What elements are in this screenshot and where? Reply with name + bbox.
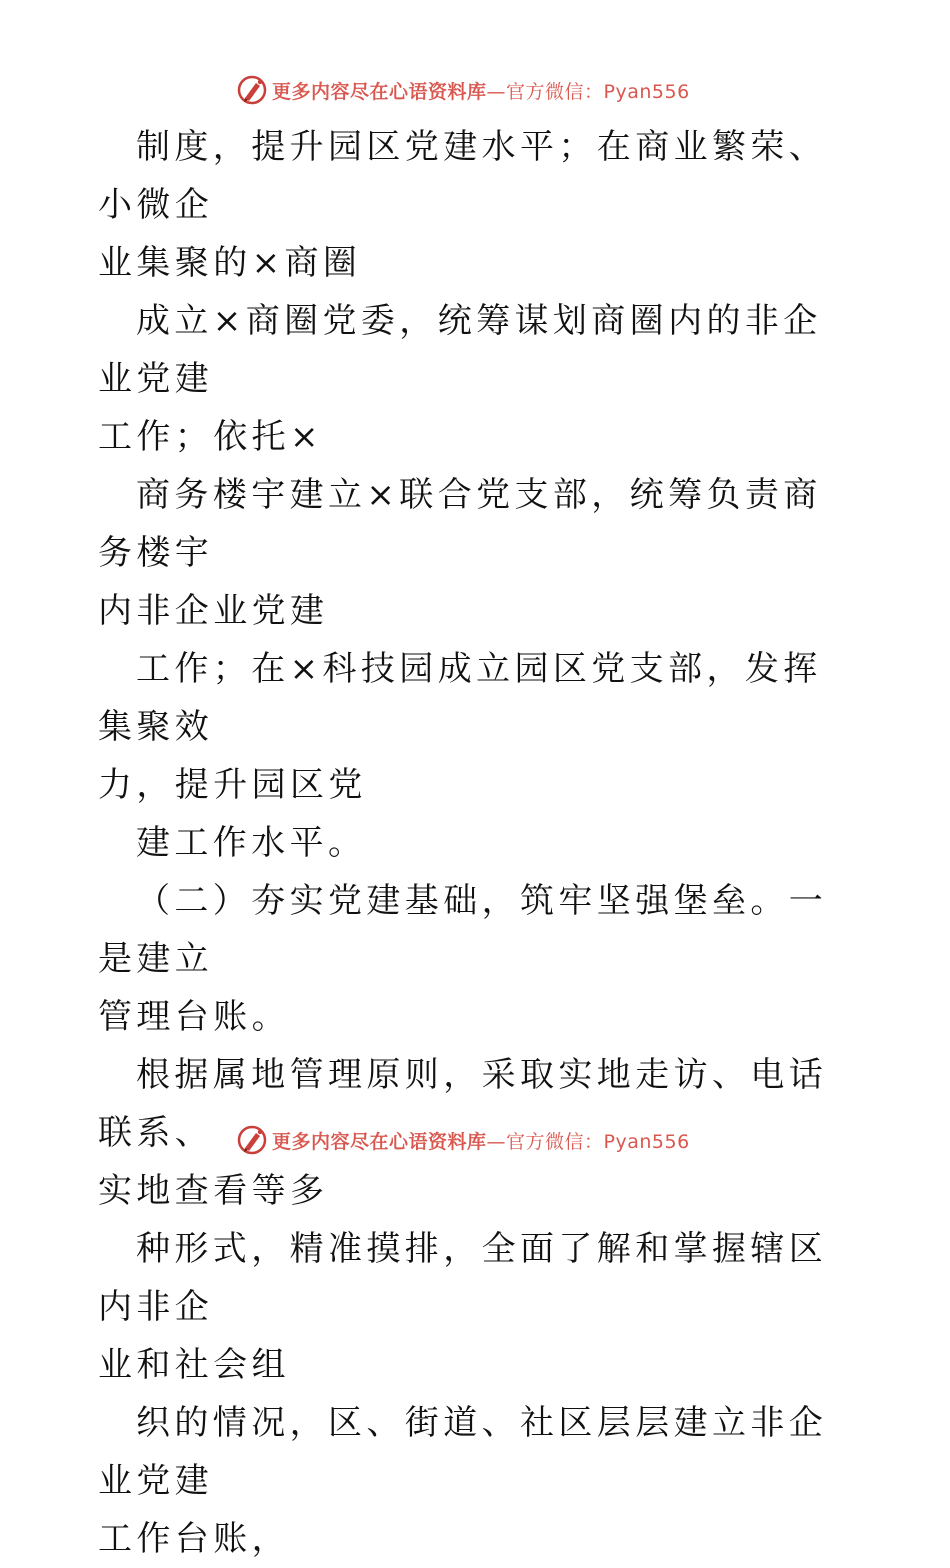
line-second: 实地查看等多 — [98, 1171, 329, 1211]
line-second: 工作；依托× — [98, 417, 323, 457]
line-second: 力，提升园区党 — [98, 765, 367, 805]
paragraph — [98, 1394, 858, 1568]
paragraph — [98, 466, 858, 640]
line-second: 工作台账， — [98, 1519, 290, 1559]
pen-circle-icon — [236, 1124, 268, 1156]
document-body — [98, 118, 858, 1568]
line-first: 成立×商圈党委，统筹谋划商圈内的非企业党建 — [98, 301, 822, 399]
line-first: 建工作水平。 — [136, 823, 367, 863]
paragraph — [98, 814, 858, 872]
header-banner-text — [272, 77, 690, 104]
paragraph — [98, 292, 858, 466]
line-second: 业集聚的×商圈 — [98, 243, 362, 283]
line-second: 管理台账。 — [98, 997, 290, 1037]
header-banner-tail: —官方微信：Pyan556 — [486, 80, 690, 103]
footer-banner — [236, 1123, 690, 1157]
footer-banner-tail: —官方微信：Pyan556 — [486, 1130, 690, 1153]
line-second: 内非企业党建 — [98, 591, 329, 631]
header-banner-main: 更多内容尽在心语资料库 — [272, 80, 487, 103]
line-first: 种形式，精准摸排，全面了解和掌握辖区内非企 — [98, 1229, 828, 1327]
paragraph — [98, 640, 858, 814]
paragraph — [98, 1220, 858, 1394]
paragraph — [98, 118, 858, 292]
footer-banner-text — [272, 1127, 690, 1154]
pen-circle-icon — [236, 74, 268, 106]
line-first: 制度，提升园区党建水平；在商业繁荣、小微企 — [98, 127, 828, 225]
line-first: 根据属地管理原则，采取实地走访、电话联系、 — [98, 1055, 828, 1153]
paragraph — [98, 872, 858, 1046]
footer-banner-main: 更多内容尽在心语资料库 — [272, 1130, 487, 1153]
line-first: （二）夯实党建基础，筑牢坚强堡垒。一是建立 — [98, 881, 828, 979]
line-first: 织的情况，区、街道、社区层层建立非企业党建 — [98, 1403, 828, 1501]
line-second: 业和社会组 — [98, 1345, 290, 1385]
line-first: 工作；在×科技园成立园区党支部，发挥集聚效 — [98, 649, 822, 747]
line-first: 商务楼宇建立×联合党支部，统筹负责商务楼宇 — [98, 475, 822, 573]
header-banner — [236, 73, 690, 107]
